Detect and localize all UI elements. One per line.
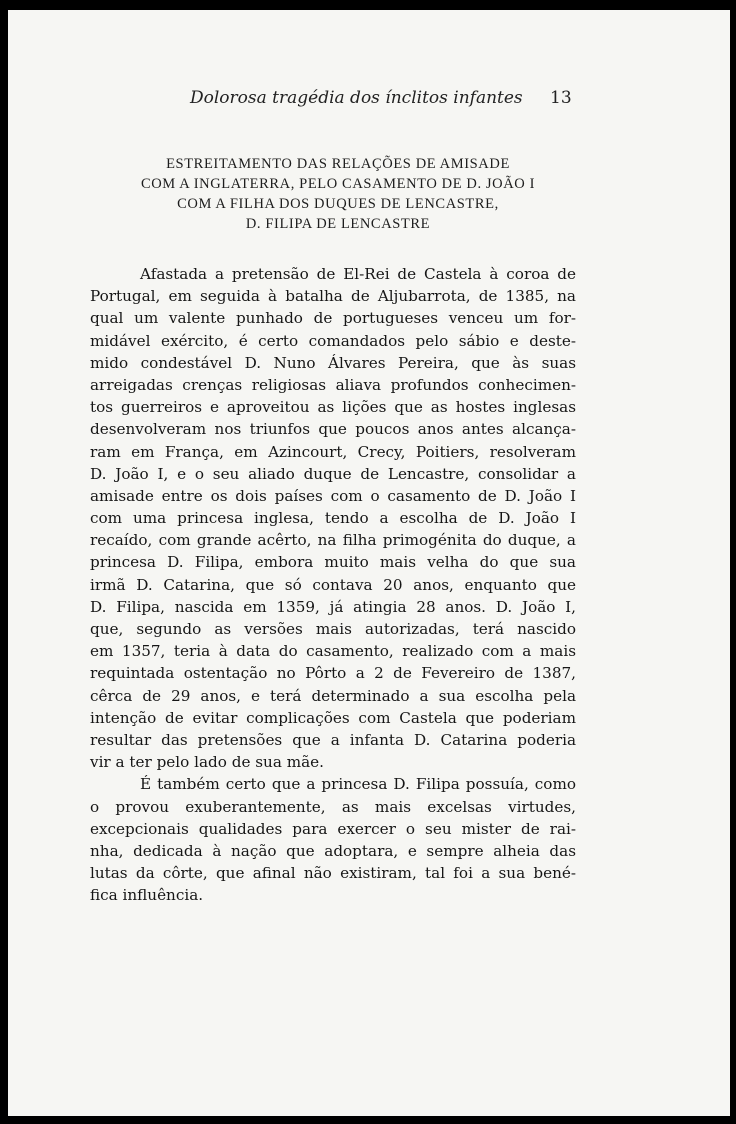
page-number: 13 — [550, 88, 572, 108]
text-line: midável exército, é certo comandados pelo sábio e deste- — [90, 331, 576, 350]
text-line: requintada ostentação no Pôrto a 2 de Fevereiro de 1387, — [90, 664, 576, 683]
text-line: irmã D. Catarina, que só contava 20 anos, enquanto que — [90, 575, 576, 594]
text-line: resultar das pretensões que a infanta D. Catarina poderia — [90, 730, 576, 749]
running-title: Dolorosa tragédia dos ínclitos infantes — [190, 88, 523, 108]
text-line: D. João I, e o seu aliado duque de Lencastre, consolidar a — [90, 464, 576, 483]
text-line: desenvolveram nos triunfos que poucos anos antes alcança- — [90, 420, 576, 439]
text-line: qual um valente punhado de portugueses venceu um for- — [90, 309, 576, 328]
text-line: excepcionais qualidades para exercer o seu mister de rai- — [90, 819, 576, 838]
text-line: fica influência. — [90, 886, 204, 905]
text-line: Portugal, em seguida à batalha de Aljubarrota, de 1385, na — [90, 287, 576, 306]
text-line: recaído, com grande acêrto, na filha primogénita do duque, a — [90, 531, 576, 550]
text-line: D. Filipa, nascida em 1359, já atingia 28 anos. D. João I, — [90, 597, 576, 616]
chapter-heading-line: D. FILIPA DE LENCASTRE — [245, 216, 431, 232]
text-line: mido condestável D. Nuno Álvares Pereira, que às suas — [90, 353, 576, 372]
text-line: arreigadas crenças religiosas aliava profundos conhecimen- — [90, 375, 576, 394]
text-line: cêrca de 29 anos, e terá determinado a sua escolha pela — [90, 686, 576, 705]
text-line: vir a ter pelo lado de sua mãe. — [90, 753, 324, 772]
chapter-heading-line: COM A FILHA DOS DUQUES DE LENCASTRE, — [177, 196, 499, 212]
text-line: com uma princesa inglesa, tendo a escolha de D. João I — [90, 509, 576, 528]
text-line: Afastada a pretensão de El-Rei de Castela à coroa de — [140, 265, 576, 283]
text-line: intenção de evitar complicações com Castela que poderiam — [90, 708, 576, 727]
text-line: lutas da côrte, que afinal não existiram, tal foi a sua bené- — [90, 864, 576, 883]
text-line: amisade entre os dois países com o casamento de D. João I — [90, 486, 576, 505]
text-line: o provou exuberantemente, as mais excelsas virtudes, — [90, 797, 576, 816]
chapter-heading-line: ESTREITAMENTO DAS RELAÇÕES DE AMISADE — [166, 156, 510, 172]
text-line: princesa D. Filipa, embora muito mais velha do que sua — [90, 553, 576, 572]
text-line: tos guerreiros e aproveitou as lições que as hostes inglesas — [90, 398, 576, 417]
text-line: em 1357, teria à data do casamento, realizado com a mais — [90, 642, 576, 661]
book-page — [8, 10, 730, 1116]
body-text — [90, 263, 576, 906]
chapter-heading-line: COM A INGLATERRA, PELO CASAMENTO DE D. JOÃO I — [140, 176, 536, 192]
text-line: É também certo que a princesa D. Filipa possuía, como — [140, 775, 576, 794]
text-line: ram em França, em Azincourt, Crecy, Poitiers, resolveram — [90, 442, 576, 461]
chapter-heading — [108, 154, 568, 234]
text-line: nha, dedicada à nação que adoptara, e sempre alheia das — [90, 841, 576, 860]
text-line: que, segundo as versões mais autorizadas, terá nascido — [90, 620, 576, 638]
